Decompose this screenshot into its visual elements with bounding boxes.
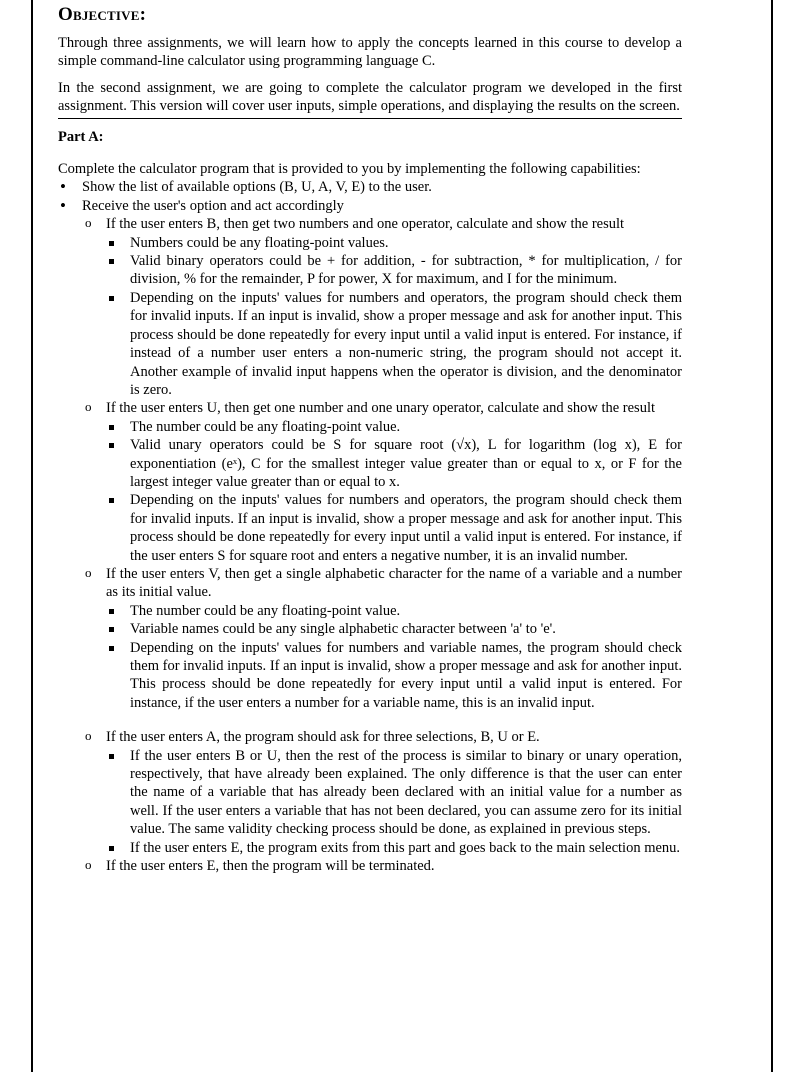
option-a-text: If the user enters A, the program should ask for three selections, B, U or E.: [106, 729, 540, 746]
list-item: • Show the list of available options (B, U, A, V, E) to the user.: [58, 178, 682, 196]
list-item: [58, 197, 682, 876]
option-a-item: [82, 728, 682, 857]
objective-heading: Objective:: [58, 4, 147, 25]
capabilities-list: [58, 178, 682, 875]
list-item: The number could be any floating-point value.: [106, 418, 682, 436]
option-e-item: o If the user enters E, then the program will be terminated.: [82, 857, 682, 875]
intro-paragraph-2: In the second assignment, we are going to complete the calculator program we developed in the first assignment. This version will cover user inputs, simple operations, and displaying the results on the screen.: [58, 79, 682, 115]
option-u-text: If the user enters U, then get one number and one unary operator, calculate and show the result: [106, 400, 656, 417]
document-body: [58, 34, 682, 875]
list-item: If the user enters E, the program exits from this part and goes back to the main selection menu.: [106, 839, 682, 857]
option-b-text: If the user enters B, then get two numbers and one operator, calculate and show the result: [106, 216, 625, 233]
option-u-sublist: [106, 418, 682, 565]
right-margin-bar: [771, 0, 773, 1072]
option-v-text: If the user enters V, then get a single alphabetic character for the name of a variable and a number as its initial value.: [106, 565, 682, 601]
part-a-lead: Complete the calculator program that is provided to you by implementing the following capabilities:: [58, 161, 641, 178]
list-item: Depending on the inputs' values for numbers and variable names, the program should check them for invalid inputs. If an input is invalid, show a proper message and ask for another input. This process should be done repeatedly for every input until a valid input is entered. For instance, if the user enters a number for a variable name, this is an invalid input.: [106, 639, 682, 713]
list-item: Variable names could be any single alphabetic character between 'a' to 'e'.: [106, 620, 682, 638]
section-divider: [58, 118, 682, 119]
list-item: Valid binary operators could be + for addition, - for subtraction, * for multiplication, / for division, % for the remainder, P for power, X for maximum, and I for the minimum.: [106, 252, 682, 289]
left-margin-bar: [31, 0, 33, 1072]
option-b-item: [82, 215, 682, 399]
option-u-item: [82, 399, 682, 565]
list-item: Valid unary operators could be S for square root (√x), L for logarithm (log x), E for exponentiation (eˣ), C for the smallest integer value greater than or equal to x, or F for the largest integer value greater than or equal to x.: [106, 436, 682, 491]
option-v-item: [82, 565, 682, 712]
list-item: Depending on the inputs' values for numbers and operators, the program should check them for invalid inputs. If an input is invalid, show a proper message and ask for another input. This process should be done repeatedly for every input until a valid input is entered. For instance, if instead of a number user enters a non-numeric string, the program should not accept it. Another example of invalid input happens when the operator is division, and the denominator is zero.: [106, 289, 682, 399]
options-list: [82, 215, 682, 875]
part-a-title: Part A:: [58, 128, 104, 145]
list-item: Numbers could be any floating-point values.: [106, 234, 682, 252]
option-a-sublist: [106, 747, 682, 857]
intro-paragraph-1: Through three assignments, we will learn how to apply the concepts learned in this course to develop a simple command-line calculator using programming language C.: [58, 35, 682, 70]
option-b-sublist: [106, 234, 682, 400]
option-v-sublist: [106, 602, 682, 712]
list-item-text: Receive the user's option and act accordingly: [82, 197, 344, 214]
list-item: Depending on the inputs' values for numbers and operators, the program should check them for invalid inputs. If an input is invalid, show a proper message and ask for another input. This process should be done repeatedly for every input until a valid input is entered. For instance, if the user enters S for square root and enters a negative number, it is an invalid number.: [106, 491, 682, 565]
list-item: The number could be any floating-point value.: [106, 602, 682, 620]
list-item: If the user enters B or U, then the rest of the process is similar to binary or unary operation, respectively, that have already been explained. The only difference is that the user can enter the name of a variable that has already been declared with an initial value for a number as well. If the user enters a variable that has not been declared, you can assume zero for its initial value. The same validity checking process should be done, as explained in previous steps.: [106, 747, 682, 839]
